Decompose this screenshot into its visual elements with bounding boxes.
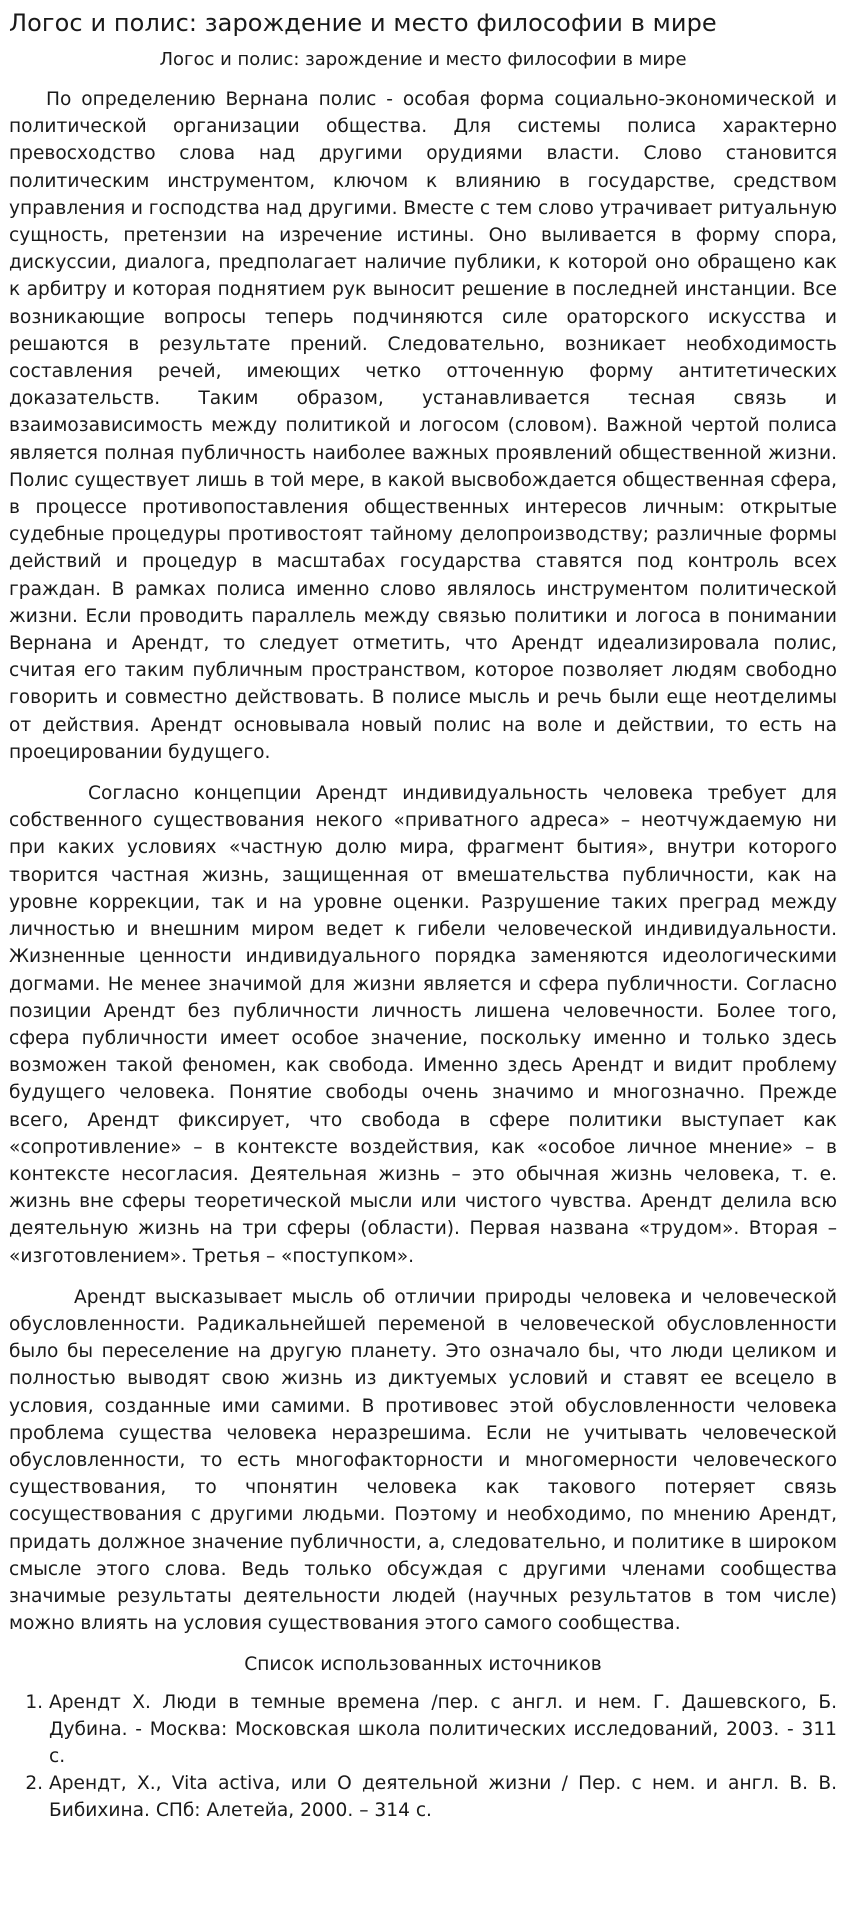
page-title: Логос и полис: зарождение и место философии в мире bbox=[9, 9, 717, 37]
paragraph-2: Согласно концепции Арендт индивидуальность человека требует для собственного существования некого «приватного адреса» – неотчуждаемую ни при каких условиях «частную долю мира, фрагмент бытия», внутри которого творится частная жизнь, защищенная от вмешательства публичности, как на уровне коррекции, так и на уровне оценки. Разрушение таких преград между личностью и внешним миром ведет к гибели человеческой индивидуальности. Жизненные ценности индивидуального порядка заменяются идеологическими догмами. Не менее значимой для жизни является и сфера публичности. Согласно позиции Арендт без публичности личность лишена человечности. Более того, сфера публичности имеет особое значение, поскольку именно и только здесь возможен такой феномен, как свобода. Именно здесь Арендт и видит проблему будущего человека. Понятие свободы очень значимо и многозначно. Прежде всего, Арендт фиксирует, что свобода в сфере политики выступает как «сопротивление» – в контексте воздействия, как «особое личное мнение» – в контексте несогласия. Деятельная жизнь – это обычная жизнь человека, т. е. жизнь вне сферы теоретической мысли или чистого чувства. Арендт делила всю деятельную жизнь на три сферы (области). Первая названа «трудом». Вторая – «изготовлением». Третья – «поступком». bbox=[9, 783, 837, 1267]
reference-item-2: 2. Арендт, Х., Vita activa, или О деятельной жизни / Пер. с нем. и англ. В. В. Бибихина. СПб: Алетейа, 2000. – 314 с. bbox=[49, 1770, 837, 1824]
references-list bbox=[9, 1689, 837, 1825]
paragraph-1: По определению Вернана полис - особая форма социально-экономической и политической организации общества. Для системы полиса характерно превосходство слова над другими орудиями власти. Слово становится политическим инструментом, ключом к влиянию в государстве, средством управления и господства над другими. Вместе с тем слово утрачивает ритуальную сущность, претензии на изречение истины. Оно выливается в форму спора, дискуссии, диалога, предполагает наличие публики, к которой оно обращено как к арбитру и которая поднятием рук выносит решение в последней инстанции. Все возникающие вопросы теперь подчиняются силе ораторского искусства и решаются в результате прений. Следовательно, возникает необходимость составления речей, имеющих четко отточенную форму антитетических доказательств. Таким образом, устанавливается тесная связь и взаимозависимость между политикой и логосом (словом). Важной чертой полиса является полная публичность наиболее важных проявлений общественной жизни. Полис существует лишь в той мере, в какой высвобождается общественная сфера, в процессе противопоставления общественных интересов личным: открытые судебные процедуры противостоят тайному делопроизводству; различные формы действий и процедур в масштабах государства ставятся под контроль всех граждан. В рамках полиса именно слово являлось инструментом политической жизни. Если проводить параллель между связью политики и логоса в понимании Вернана и Арендт, то следует отметить, что Арендт идеализировала полис, считая его таким публичным пространством, которое позволяет людям свободно говорить и совместно действовать. В полисе мысль и речь были еще неотделимы от действия. Арендт основывала новый полис на воле и действии, то есть на проецировании будущего. bbox=[9, 89, 837, 763]
document-subtitle: Логос и полис: зарождение и место философии в мире bbox=[159, 49, 687, 70]
reference-item-1: 1. Арендт Х. Люди в темные времена /пер. с англ. и нем. Г. Дашевского, Б. Дубина. - Москва: Московская школа политических исследований, 2003. - 311 с. bbox=[49, 1689, 837, 1771]
references-heading: Список использованных источников bbox=[244, 1654, 602, 1676]
paragraph-3: Арендт высказывает мысль об отличии природы человека и человеческой обусловленности. Радикальнейшей переменой в человеческой обусловленности было бы переселение на другую планету. Это означало бы, что люди целиком и полностью выводят свою жизнь из диктуемых условий и ставят ее всецело в условия, созданные ими самими. В противовес этой обусловленности человека проблема существа человека неразрешима. Если не учитывать человеческой обусловленности, то есть многофакторности и многомерности человеческого существования, то чпонятин человека как такового потеряет связь сосуществования с другими людьми. Поэтому и необходимо, по мнению Арендт, придать должное значение публичности, а, следовательно, и политике в широком смысле этого слова. Ведь только обсуждая с другими членами сообщества значимые результаты деятельности людей (научных результатов в том числе) можно влиять на условия существования этого самого сообщества. bbox=[9, 1286, 837, 1635]
